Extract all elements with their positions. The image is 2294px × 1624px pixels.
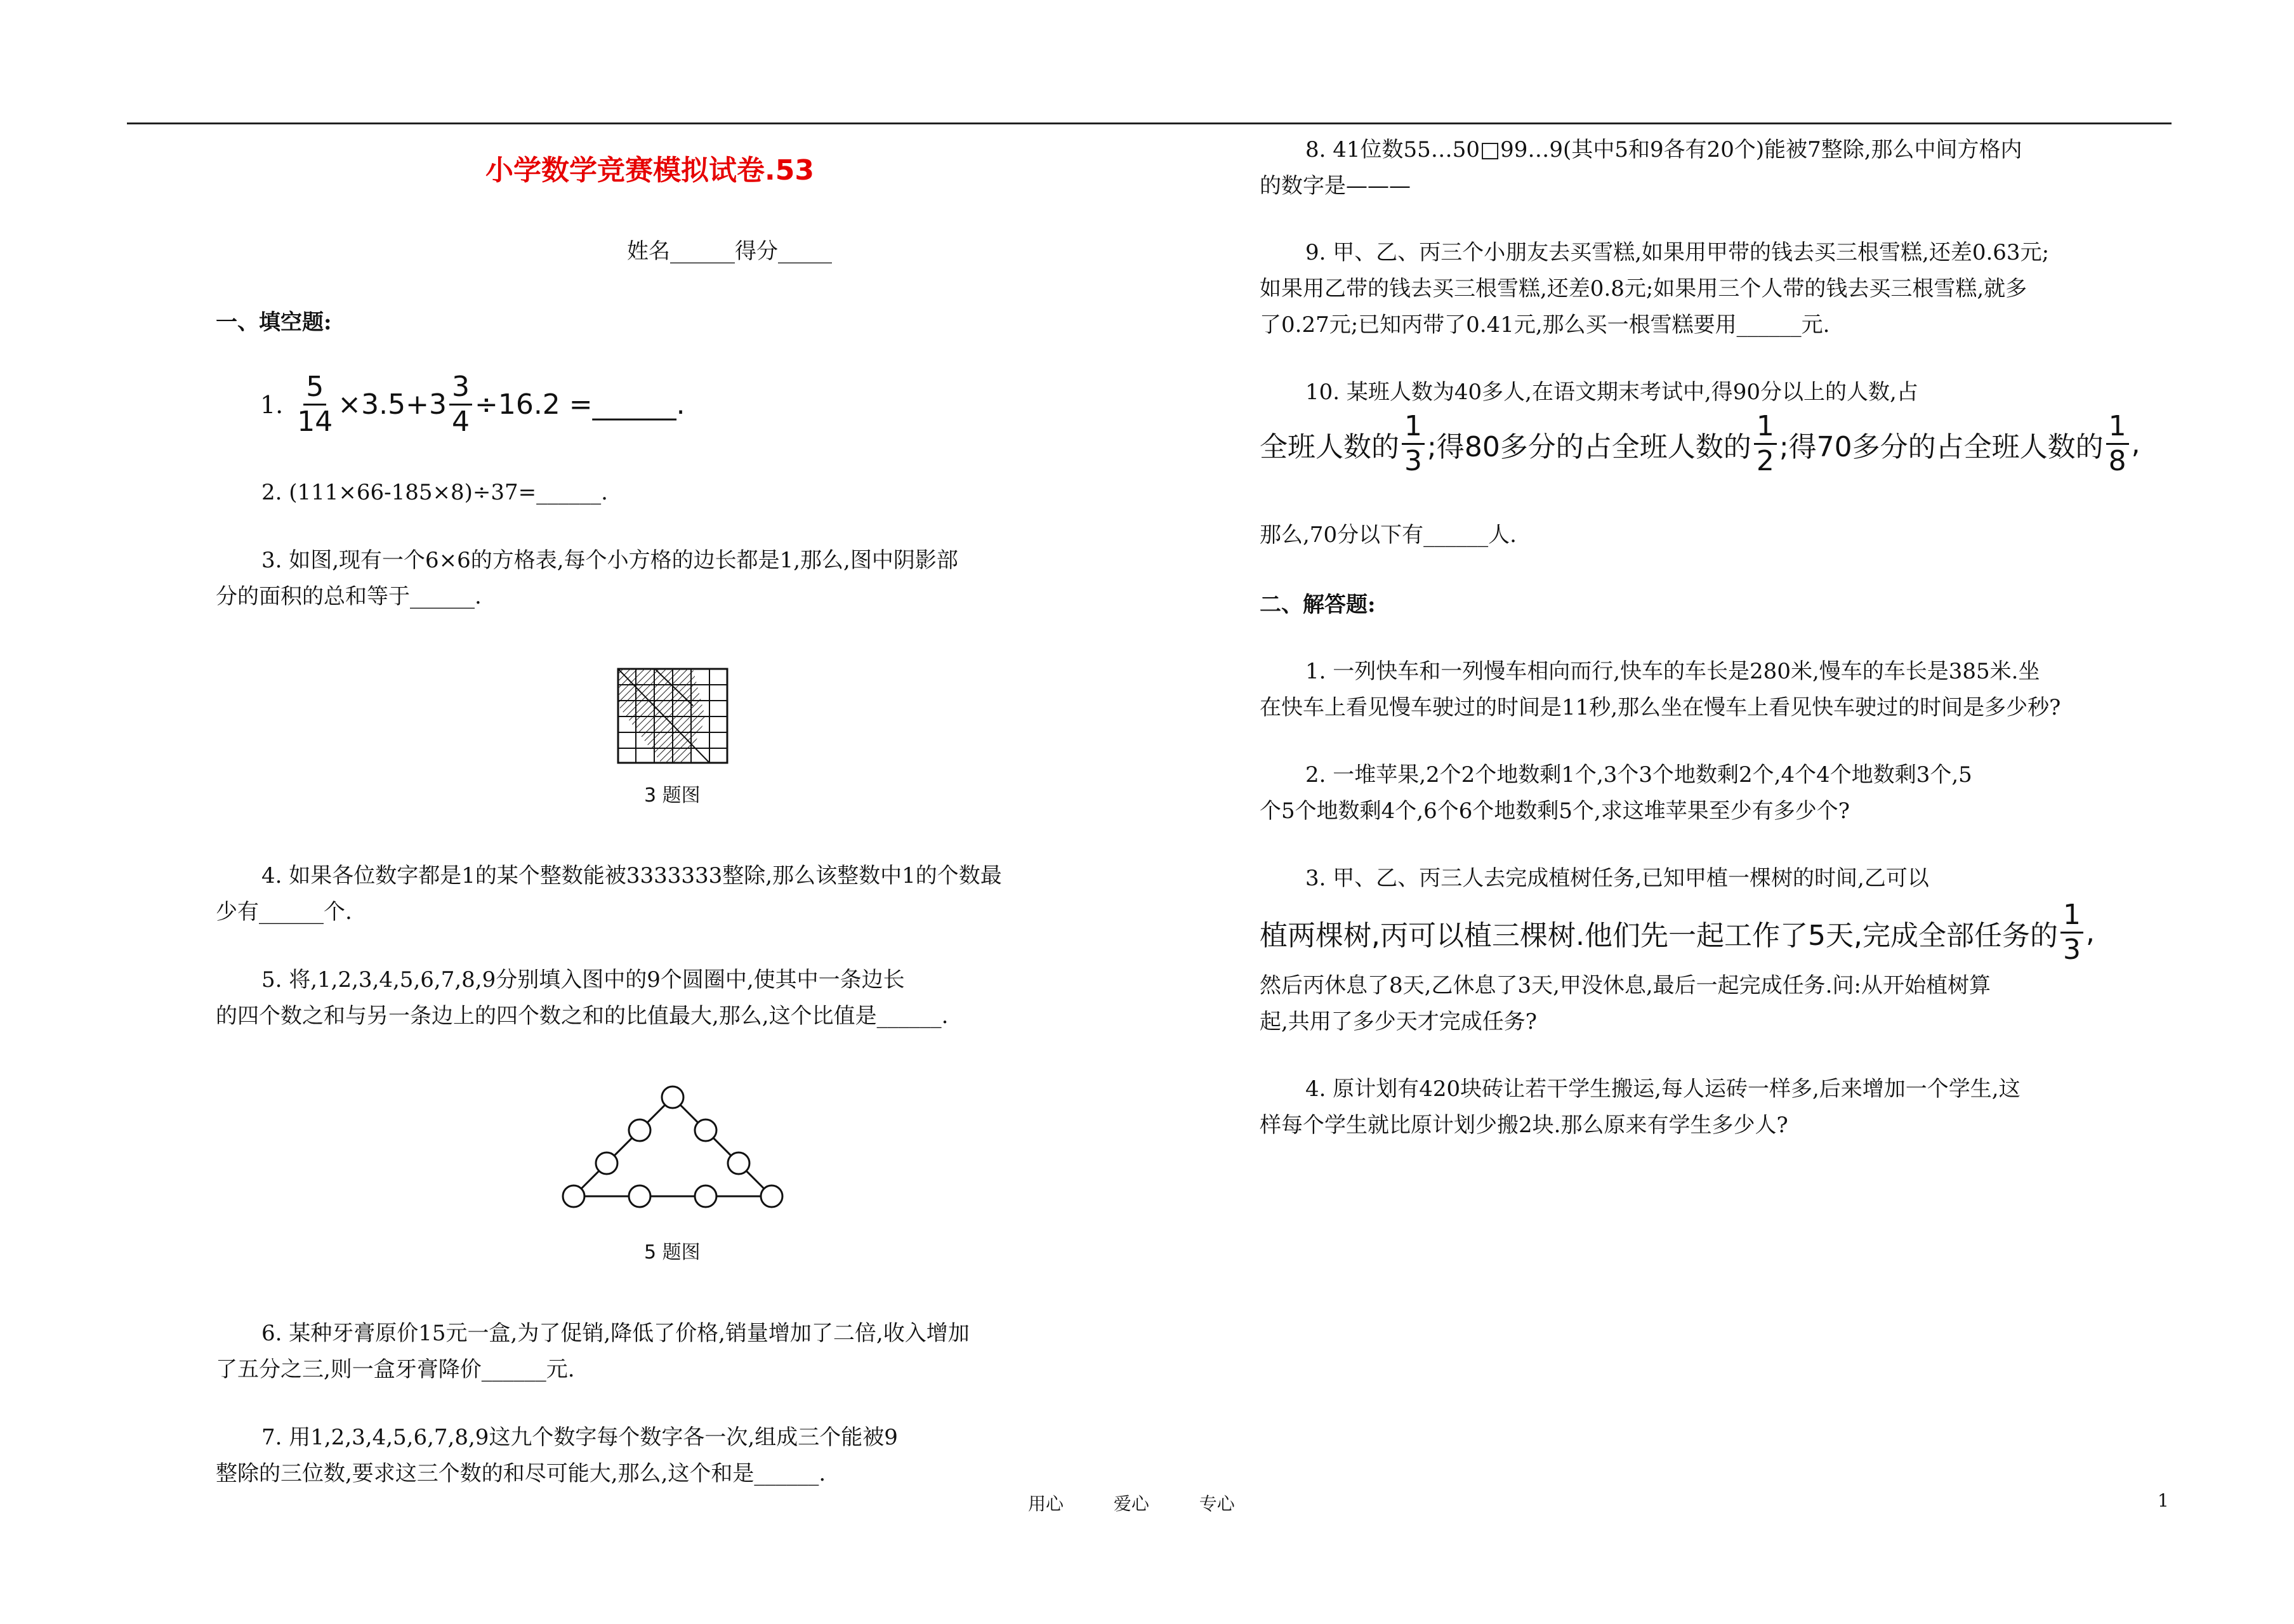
a3-line1: 3. 甲、乙、丙三人去完成植树任务,已知甲植一棵树的时间,乙可以 xyxy=(1305,866,1929,891)
q1-mid: ×3.5+3 xyxy=(338,388,447,421)
q1-tail: ÷16.2 =______. xyxy=(474,388,685,421)
fig5-triangle-diagram xyxy=(558,1082,787,1215)
q1-expression xyxy=(260,373,685,436)
name-score-line: 姓名______得分_____ xyxy=(627,239,832,264)
q10-line2: 全班人数的 $\frac{1}{3}$ ;得80多分的占全班人数的 $\frac{1}{2}$ ;得70多分的占全班人数的 $\frac{1}{8}$ , xyxy=(1260,410,2140,477)
section2-heading: 二、解答题: xyxy=(1260,592,1376,617)
a3-rest: 然后丙休息了8天,乙休息了3天,甲没休息,最后一起完成任务.问:从开始植树算 起,共用了多少天才完成任务? xyxy=(1260,973,1991,1034)
header-rule xyxy=(127,122,2172,124)
q10-fraction-third: $\frac{1}{3}$ xyxy=(1402,413,1425,475)
section1-heading: 一、填空题: xyxy=(216,310,332,335)
q4: 4. 如果各位数字都是1的某个整数能被3333333整除,那么该整数中1的个数最 少有______个. xyxy=(216,863,1002,925)
a4: 4. 原计划有420块砖让若干学生搬运,每人运砖一样多,后来增加一个学生,这 样每个学生就比原计划少搬2块.那么原来有学生多少人? xyxy=(1260,1076,2020,1138)
q1-number: 1. xyxy=(260,390,284,419)
page-title: 小学数学竞赛模拟试卷.53 xyxy=(485,154,814,187)
q2: 2. (111×66-185×8)÷37=______. xyxy=(261,480,608,505)
fig5-caption: 5 题图 xyxy=(644,1241,701,1264)
a3-line2: 植两棵树,丙可以植三棵树.他们先一起工作了5天,完成全部任务的 $\frac{1}{3}$ , xyxy=(1260,899,2095,966)
q10-fraction-eighth: $\frac{1}{8}$ xyxy=(2106,413,2129,475)
q7: 7. 用1,2,3,4,5,6,7,8,9这九个数字每个数字各一次,组成三个能被9 整除的三位数,要求这三个数的和尽可能大,那么,这个和是______. xyxy=(216,1425,898,1486)
page-number: 1 xyxy=(2158,1490,2169,1511)
q8: 8. 41位数55…50□99…9(其中5和9各有20个)能被7整除,那么中间方格内 的数字是——— xyxy=(1260,137,2022,199)
footer-motto: 用心 爱心 专心 xyxy=(1028,1493,1235,1514)
a2: 2. 一堆苹果,2个2个地数剩1个,3个3个地数剩2个,4个4个地数剩3个,5 个5个地数剩4个,6个6个地数剩5个,求这堆苹果至少有多少个? xyxy=(1260,762,1972,824)
q10-fraction-half: $\frac{1}{2}$ xyxy=(1754,413,1777,475)
q6: 6. 某种牙膏原价15元一盒,为了促销,降低了价格,销量增加了二倍,收入增加 了五分之三,则一盒牙膏降价______元. xyxy=(216,1321,970,1382)
q1-fraction-2: $\frac{3}{4}$ xyxy=(449,373,472,436)
q5: 5. 将,1,2,3,4,5,6,7,8,9分别填入图中的9个圆圈中,使其中一条边长 的四个数之和与另一条边上的四个数之和的比值最大,那么,这个比值是______. xyxy=(216,967,949,1029)
q1-fraction-1: $\frac{5}{14}$ xyxy=(297,371,333,438)
q10-line1: 10. 某班人数为40多人,在语文期末考试中,得90分以上的人数,占 xyxy=(1305,380,1918,405)
fig3-caption: 3 题图 xyxy=(644,784,701,807)
a1: 1. 一列快车和一列慢车相向而行,快车的车长是280米,慢车的车长是385米.坐 在快车上看见慢车驶过的时间是11秒,那么坐在慢车上看见快车驶过的时间是多少秒? xyxy=(1260,659,2061,720)
q3: 3. 如图,现有一个6×6的方格表,每个小方格的边长都是1,那么,图中阴影部 分的面积的总和等于______. xyxy=(216,548,958,609)
a3-fraction-third: $\frac{1}{3}$ xyxy=(2060,901,2083,964)
fig3-grid-diagram xyxy=(617,668,728,764)
q9: 9. 甲、乙、丙三个小朋友去买雪糕,如果用甲带的钱去买三根雪糕,还差0.63元; 如果用乙带的钱去买三根雪糕,还差0.8元;如果用三个人带的钱去买三根雪糕,就多 了0.27元;已知丙带了0.41元,那么买一根雪糕要用______元. xyxy=(1260,240,2050,338)
q10-line3: 那么,70分以下有______人. xyxy=(1260,522,1517,548)
